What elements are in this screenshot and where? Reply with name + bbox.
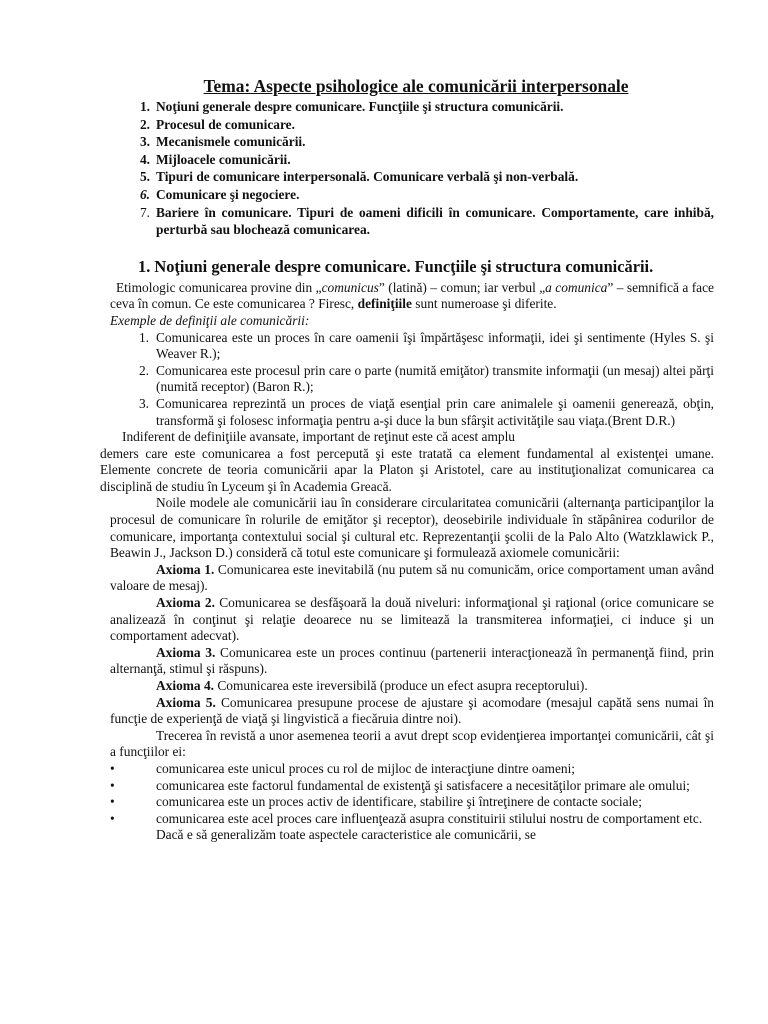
final-line: Dacă e să generalizăm toate aspectele caracteristice ale comunicării, se — [156, 827, 536, 843]
definition-number: 1. — [138, 329, 149, 345]
toc-number: 1. — [139, 99, 150, 114]
toc-item — [110, 151, 714, 169]
document-content — [100, 76, 715, 844]
etymology-text-1: Etimologic comunicarea provine din „ — [116, 279, 322, 295]
list-item-text: comunicarea este un proces activ de identificare, stabilire şi întreţinere de contacte sociale; — [156, 794, 642, 810]
axiom-paragraph — [110, 678, 714, 695]
toc-number: 5. — [139, 169, 150, 185]
term-a-comunica: a comunica — [545, 279, 608, 295]
definition-item — [110, 330, 714, 363]
toc-text: Procesul de comunicare. — [156, 116, 295, 132]
axiom-label: Axioma 5. — [156, 694, 216, 710]
list-item-text: comunicarea este factorul fundamental de existenţă şi satisfacere a necesităţilor primare ale omului; — [156, 777, 690, 793]
definition-text: Comunicarea este un proces în care oamenii îşi împărtăşesc informaţii, idei şi sentimente (Hyles S. şi Weaver R.); — [156, 329, 714, 362]
toc-item — [110, 204, 714, 239]
definition-number: 3. — [138, 395, 149, 411]
list-item — [110, 778, 714, 795]
toc-number: 6. — [139, 186, 150, 202]
list-item — [110, 794, 714, 811]
bullet-icon: • — [110, 810, 115, 826]
toc-number: 4. — [139, 151, 150, 167]
etymology-text-2: ” (latină) – comun; iar verbul „ — [378, 279, 546, 295]
axiom-label: Axioma 4. — [156, 678, 215, 693]
axiom-paragraph — [110, 695, 714, 728]
axiom-text: Comunicarea este un proces continuu (partenerii interacţionează în permanenţă fiind, prin alternanţă, stimul şi răspuns). — [110, 644, 714, 677]
list-item — [110, 811, 714, 828]
definition-item — [110, 363, 714, 396]
toc-text: Noţiuni generale despre comunicare. Funcţiile şi structura comunicării. — [156, 99, 564, 114]
toc-text: Tipuri de comunicare interpersonală. Comunicare verbală şi non-verbală. — [156, 169, 579, 185]
axiom-text: Comunicarea se desfăşoară la două niveluri: informaţional şi raţional (orice comunicare se analizează în conţinut şi relaţie deoarece nu se limitează la transmiterea informaţiei, ci induce şi un comportament adecvat). — [110, 595, 714, 644]
axiom-paragraph — [110, 595, 714, 645]
models-paragraph: Noile modele ale comunicării iau în considerare circularitatea comunicării (alternanţa participanţilor la procesul de comunicare în rolurile de emiţător şi receptor), deosebirile individuale în stăpânirea codurilor de comunicare, importanţa contextului social şi cultural etc. Reprezentanţii şcolii de la Palo Alto (Watzklawick P., Beawin J., Jackson D.) consideră că totul este comunicare şi formulează axiomele comunicării: — [110, 495, 714, 561]
list-item-text: comunicarea este acel proces care influenţează asupra constituirii stilului nostru de comportament etc. — [156, 810, 703, 826]
toc-item — [110, 186, 714, 204]
page-title: Tema: Aspecte psihologice ale comunicării interpersonale — [203, 76, 629, 96]
list-item — [110, 761, 714, 778]
examples-label: Exemple de definiţii ale comunicării: — [110, 312, 310, 328]
axiom-paragraph — [110, 645, 714, 678]
table-of-contents — [110, 98, 714, 239]
bullet-icon: • — [110, 760, 115, 776]
etymology-text-3: ” – semnifică a face ceva în comun. Ce este comunicarea ? Firesc, — [110, 279, 714, 312]
toc-item — [110, 116, 714, 134]
bullet-icon: • — [110, 777, 115, 793]
toc-item — [110, 168, 714, 186]
axiom-label: Axioma 3. — [156, 644, 216, 660]
term-definitii: definiţiile — [357, 296, 412, 312]
toc-text: Mecanismele comunicării. — [156, 134, 306, 150]
term-comunicus: comunicus — [321, 279, 379, 295]
toc-text: Comunicare şi negociere. — [156, 186, 300, 202]
section-heading: 1. Noţiuni generale despre comunicare. Funcţiile şi structura comunicării. — [138, 256, 654, 276]
axiom-paragraph — [110, 562, 714, 595]
definitions-list — [110, 330, 714, 430]
axiom-text: Comunicarea este inevitabilă (nu putem să nu comunicăm, orice comportament uman având valoare de mesaj). — [110, 561, 714, 594]
functions-list — [110, 761, 714, 827]
definition-text: Comunicarea este procesul prin care o parte (numită emiţător) transmite informaţii (un mesaj) altei părţi (numită receptor) (Baron R.); — [156, 362, 714, 395]
toc-text: Mijloacele comunicării. — [156, 151, 291, 167]
etymology-paragraph — [110, 280, 714, 313]
axiom-text: Comunicarea presupune procese de ajustare şi acomodare (mesajul capătă sens numai în funcţie de experienţă de viaţă şi lingvistică a fiecăruia dintre noi). — [110, 694, 715, 727]
etymology-text-4: sunt numeroase şi diferite. — [411, 296, 557, 312]
indiferent-rest: demers care este comunicarea a fost percepută şi este tratată ca element fundamental al existenţei umane. Elemente concrete de teoria comunicării apar la Platon şi Aristotel, care au instituţionalizat comunicarea ca disciplină de studiu în Lyceum şi în Academia Greacă. — [100, 445, 714, 494]
definition-number: 2. — [138, 362, 149, 378]
definition-item — [110, 396, 714, 429]
list-item-text: comunicarea este unicul proces cu rol de mijloc de interacţiune dintre oameni; — [156, 760, 576, 776]
toc-number: 3. — [139, 134, 150, 150]
toc-item — [110, 98, 714, 116]
indiferent-line: Indiferent de definiţiile avansate, important de reţinut este că acest amplu — [122, 429, 516, 445]
review-paragraph: Trecerea în revistă a unor asemenea teorii a avut drept scop evidenţierea importanţei comunicării, cât şi a funcţiilor ei: — [110, 727, 714, 760]
definition-text: Comunicarea reprezintă un proces de viaţă esenţial prin care animalele şi oamenii generează, obţin, transformă şi folosesc informaţia pentru a-şi duce la bun sfârşit activităţile sau viaţa.(Brent D.R.) — [156, 395, 714, 428]
axiom-text: Comunicarea este ireversibilă (produce un efect asupra receptorului). — [214, 678, 588, 693]
toc-item — [110, 133, 714, 151]
toc-number: 7. — [139, 204, 150, 220]
toc-number: 2. — [139, 116, 150, 132]
toc-text: Bariere în comunicare. Tipuri de oameni dificili în comunicare. Comportamente, care inhibă, perturbă sau blochează comunicarea. — [156, 204, 714, 238]
axiom-label: Axioma 2. — [156, 595, 215, 611]
axiom-label: Axioma 1. — [156, 561, 215, 577]
bullet-icon: • — [110, 794, 115, 810]
